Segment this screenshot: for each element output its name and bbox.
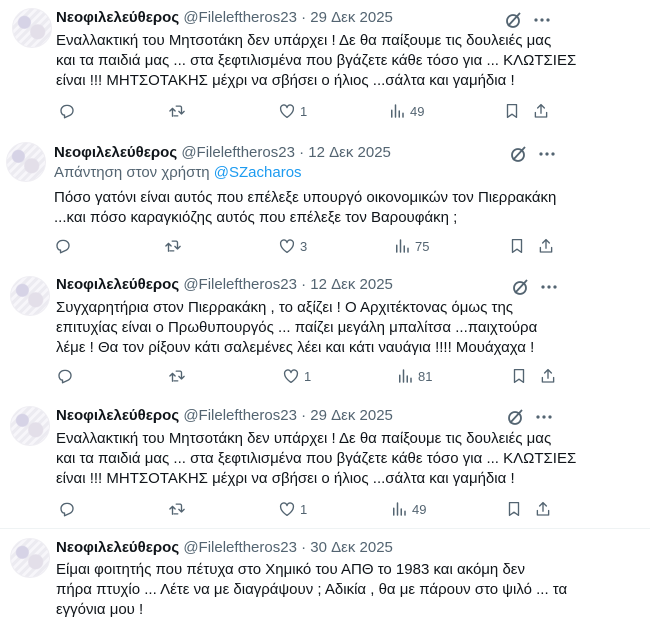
grok-icon[interactable] <box>511 277 531 297</box>
grok-icon[interactable] <box>504 10 524 30</box>
repost-icon <box>168 102 186 120</box>
separator-dot: · <box>301 9 307 26</box>
avatar[interactable] <box>10 538 50 578</box>
repost-icon <box>168 500 186 518</box>
grok-icon[interactable] <box>509 144 529 164</box>
reply-icon <box>58 500 76 518</box>
tweet-date[interactable]: 12 Δεκ 2025 <box>310 276 393 293</box>
bookmark-icon[interactable] <box>508 237 526 255</box>
tweet-date[interactable]: 29 Δεκ 2025 <box>310 407 393 424</box>
tweet-date[interactable]: 29 Δεκ 2025 <box>310 9 393 26</box>
tweet-text-line: επιτυχίας είναι ο Πρωθυπουργός ... παίζει μεγάλη μπαλίτσα ...παιχτούρα <box>56 319 538 336</box>
user-handle[interactable]: @Fileleftheros23 <box>183 539 297 556</box>
views-icon <box>390 500 408 518</box>
tweet-text-line: Είμαι φοιτητής που πέτυχα στο Χημικό του ΑΠΘ το 1983 και ακόμη δεν <box>56 561 525 578</box>
reply-icon <box>56 367 74 385</box>
avatar[interactable] <box>10 406 50 446</box>
repost-button[interactable] <box>164 237 186 255</box>
views-button[interactable] <box>388 102 424 120</box>
like-count: 1 <box>300 501 308 517</box>
views-button[interactable] <box>396 367 432 385</box>
reply-button[interactable] <box>58 500 80 518</box>
tweet-header <box>54 143 391 163</box>
bookmark-icon[interactable] <box>510 367 528 385</box>
display-name[interactable]: Νεοφιλελεύθερος <box>56 9 180 26</box>
tweet-text-line: Συγχαρητήρια στον Πιερρακάκη , το αξίζει ! Ο Αρχιτέκτονας όμως της <box>56 299 514 316</box>
reply-icon <box>54 237 72 255</box>
tweet-text-line: ...και πόσο καραγκιόζης αυτός που επέλεξε τον Βαρουφάκη ; <box>54 209 458 226</box>
mention-link[interactable]: @SZacharos <box>213 164 302 181</box>
views-icon <box>393 237 411 255</box>
reply-context <box>54 163 302 183</box>
tweet[interactable] <box>0 530 650 624</box>
tweet-text-line: Εναλλακτική του Μητσοτάκη δεν υπάρχει ! Δε θα παίξουμε τις δουλειές μας <box>56 430 552 447</box>
tweet[interactable] <box>0 0 650 128</box>
like-button[interactable] <box>278 237 307 255</box>
grok-icon[interactable] <box>506 407 526 427</box>
avatar[interactable] <box>6 142 46 182</box>
user-handle[interactable]: @Fileleftheros23 <box>183 407 297 424</box>
tweet-text-line: πήρα πτυχίο ... Λέτε να με διαγράψουν ; Αδικία , θα με πάρουν στο ψιλό ... τα <box>56 581 568 598</box>
separator-dot: · <box>299 144 305 161</box>
separator-dot: · <box>301 539 307 556</box>
separator-dot: · <box>301 276 307 293</box>
share-icon[interactable] <box>539 367 557 385</box>
tweet-text-line: είναι !!! ΜΗΤΣΟΤΑΚΗΣ μέχρι να σβήσει ο ήλιος ...σάλτα και γαμήδια ! <box>56 470 515 487</box>
like-button[interactable] <box>282 367 311 385</box>
separator-dot: · <box>301 407 307 424</box>
tweet[interactable] <box>0 266 650 394</box>
like-icon <box>278 500 296 518</box>
share-icon[interactable] <box>537 237 555 255</box>
avatar[interactable] <box>12 8 52 48</box>
reply-button[interactable] <box>54 237 76 255</box>
reply-button[interactable] <box>56 367 78 385</box>
view-count: 49 <box>410 103 425 119</box>
bookmark-icon[interactable] <box>505 500 523 518</box>
share-icon[interactable] <box>532 102 550 120</box>
repost-icon <box>168 367 186 385</box>
user-handle[interactable]: @Fileleftheros23 <box>183 276 297 293</box>
like-icon <box>282 367 300 385</box>
repost-button[interactable] <box>168 500 190 518</box>
tweet-text-line: Πόσο γατόνι είναι αυτός που επέλεξε υπουργό οικονομικών τον Πιερρακάκη <box>54 189 557 206</box>
like-count: 1 <box>300 103 308 119</box>
more-icon[interactable] <box>532 10 552 30</box>
user-handle[interactable]: @Fileleftheros23 <box>183 9 297 26</box>
display-name[interactable]: Νεοφιλελεύθερος <box>54 144 178 161</box>
like-count: 1 <box>304 368 312 384</box>
reply-to-label: Απάντηση στον χρήστη <box>54 164 210 181</box>
views-icon <box>388 102 406 120</box>
view-count: 75 <box>415 238 430 254</box>
tweet-text <box>56 31 576 91</box>
tweet-text-line: λέμε ! Θα τον ρίξουν κάτι σαλεμένες λέει και κάτι ναυάγια !!!! Μουάχαχα ! <box>56 339 535 356</box>
display-name[interactable]: Νεοφιλελεύθερος <box>56 539 180 556</box>
tweet-divider <box>0 528 650 529</box>
more-icon[interactable] <box>537 144 557 164</box>
tweet-header <box>56 538 393 558</box>
tweet-text-line: Εναλλακτική του Μητσοτάκη δεν υπάρχει ! Δε θα παίξουμε τις δουλειές μας <box>56 32 552 49</box>
tweet-header <box>56 8 393 28</box>
tweet-text-line: και τα παιδιά μας ... στα ξεφτιλισμένα που βγάζετε κάθε τόσο για ... ΚΛΩΤΣΙΕΣ <box>56 52 577 69</box>
views-button[interactable] <box>393 237 429 255</box>
reply-icon <box>58 102 76 120</box>
display-name[interactable]: Νεοφιλελεύθερος <box>56 276 180 293</box>
like-button[interactable] <box>278 500 307 518</box>
tweet-date[interactable]: 12 Δεκ 2025 <box>308 144 391 161</box>
like-icon <box>278 237 296 255</box>
repost-icon <box>164 237 182 255</box>
more-icon[interactable] <box>539 277 559 297</box>
tweet-date[interactable]: 30 Δεκ 2025 <box>310 539 393 556</box>
views-icon <box>396 367 414 385</box>
avatar[interactable] <box>10 276 50 316</box>
repost-button[interactable] <box>168 102 190 120</box>
repost-button[interactable] <box>168 367 190 385</box>
reply-button[interactable] <box>58 102 80 120</box>
tweet-text <box>54 188 556 228</box>
like-icon <box>278 102 296 120</box>
views-button[interactable] <box>390 500 426 518</box>
like-count: 3 <box>300 238 308 254</box>
tweet-text <box>56 429 576 489</box>
bookmark-icon[interactable] <box>503 102 521 120</box>
tweet-text-line: και τα παιδιά μας ... στα ξεφτιλισμένα που βγάζετε κάθε τόσο για ... ΚΛΩΤΣΙΕΣ <box>56 450 577 467</box>
tweet-text-line: εγγόνια μου ! <box>56 601 144 618</box>
like-button[interactable] <box>278 102 307 120</box>
tweet-text <box>56 298 537 358</box>
user-handle[interactable]: @Fileleftheros23 <box>181 144 295 161</box>
share-icon[interactable] <box>534 500 552 518</box>
view-count: 81 <box>418 368 433 384</box>
tweet-text-line: είναι !!! ΜΗΤΣΟΤΑΚΗΣ μέχρι να σβήσει ο ήλιος ...σάλτα και γαμήδια ! <box>56 72 515 89</box>
tweet[interactable] <box>0 134 650 262</box>
display-name[interactable]: Νεοφιλελεύθερος <box>56 407 180 424</box>
tweet-header <box>56 275 393 295</box>
view-count: 49 <box>412 501 427 517</box>
tweet[interactable] <box>0 398 650 524</box>
tweet-text <box>56 560 567 620</box>
more-icon[interactable] <box>534 407 554 427</box>
tweet-header <box>56 406 393 426</box>
